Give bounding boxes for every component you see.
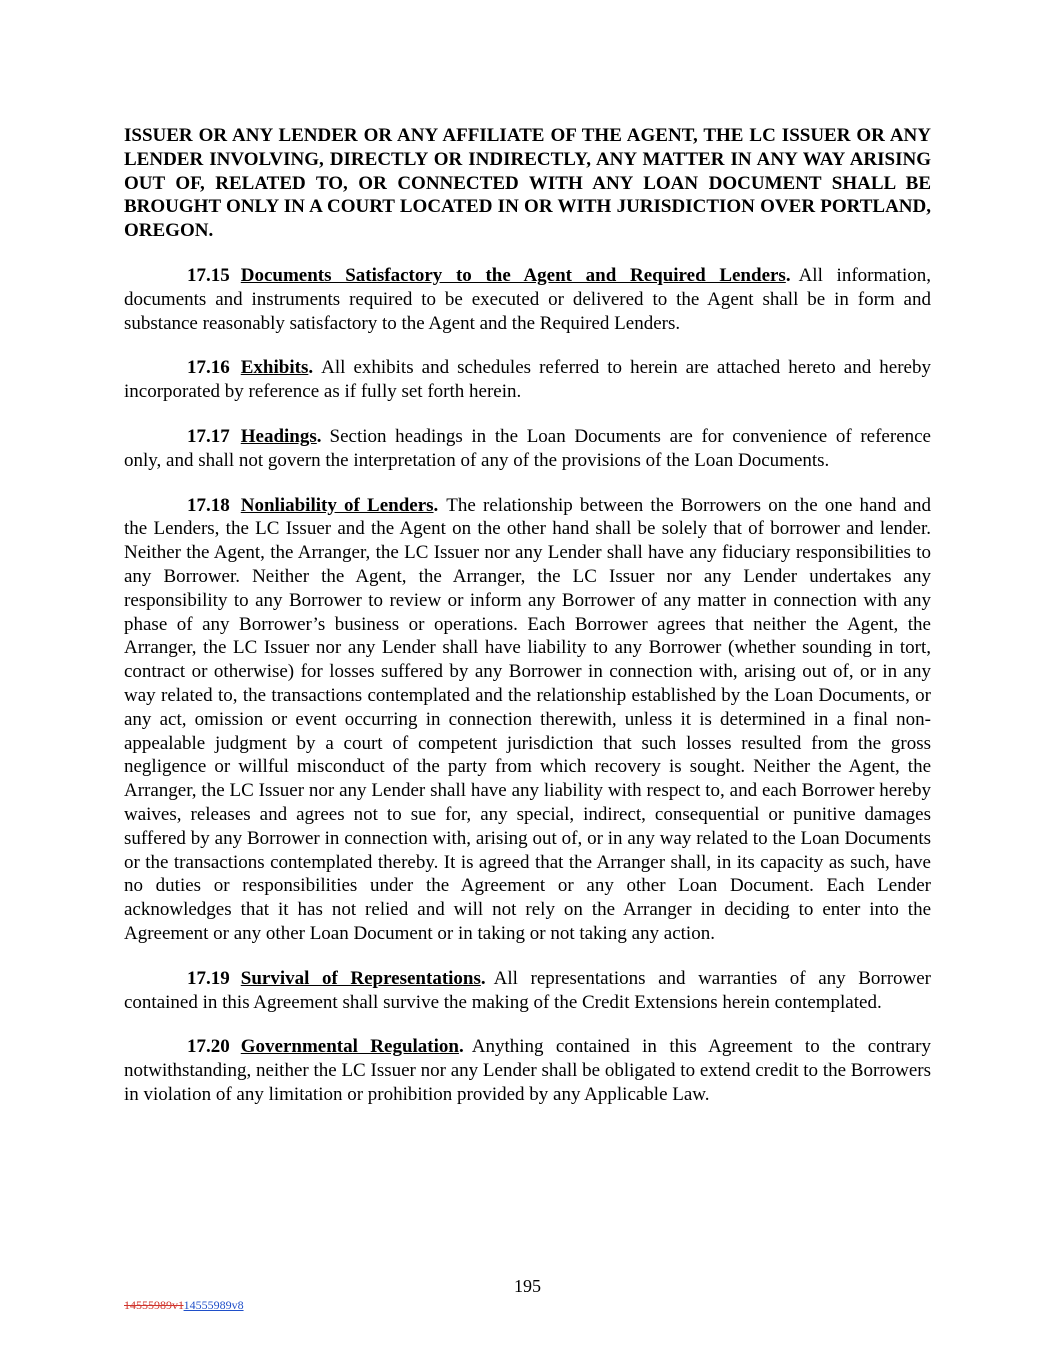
document-id: [124, 1298, 244, 1313]
section-heading: Survival of Representations: [240, 967, 481, 989]
page-number: 195: [514, 1276, 541, 1296]
section-body: All representations and warranties of any Borrower contained in this Agreement shall survive the making of the Credit Extensions herein contemplated.: [124, 967, 932, 1013]
document-page: [124, 124, 931, 1128]
section-heading: Exhibits: [240, 357, 309, 379]
section-body: Anything contained in this Agreement to the contrary notwithstanding, neither the LC Issuer nor any Lender shall be obligated to extend credit to the Borrowers in violation of any limitation or prohibition provided by any Applicable Law.: [124, 1036, 931, 1105]
section-heading: Documents Satisfactory to the Agent and Required Lenders: [240, 264, 786, 286]
section-heading: Nonliability of Lenders: [240, 494, 434, 516]
section-17-19: 17.19 Survival of Representations. All representations and warranties of any Borrower contained in this Agreement shall survive the making of the Credit Extensions herein contemplated.: [124, 967, 932, 1013]
section-number: 17.20: [187, 1036, 230, 1058]
section-body: All exhibits and schedules referred to herein are attached hereto and hereby incorporated by reference as if fully set forth herein.: [124, 357, 931, 403]
section-number: 17.18: [187, 494, 230, 516]
section-heading: Governmental Regulation: [240, 1036, 459, 1058]
section-number: 17.15: [187, 264, 230, 286]
section-number: 17.16: [187, 357, 230, 379]
section-17-16: 17.16 Exhibits. All exhibits and schedules referred to herein are attached hereto and hereby incorporated by reference as if fully set forth herein.: [124, 357, 931, 403]
section-body: The relationship between the Borrowers on the one hand and the Lenders, the LC Issuer and the Agent on the other hand shall be solely that of borrower and lender. Neither the Agent, the Arranger, the LC Issuer nor any Lender shall have any fiduciary responsibilities to any Borrower. Neither the Agent, the Arranger, the LC Issuer nor any Lender undertakes any responsibility to any Borrower to review or inform any Borrower of any matter in connection with any phase of any Borrower’s business or operations. Each Borrower agrees that neither the Agent, the Arranger, the LC Issuer nor any Lender shall have liability to any Borrower (whether sounding in tort, contract or otherwise) for losses suffered by any Borrower in connection with, arising out of, or in any way related to, the transactions contemplated and the relationship established by the Loan Documents, or any act, omission or event occurring in connection therewith, unless it is determined in a final non-appealable judgment by a court of competent jurisdiction that such losses resulted from the gross negligence or willful misconduct of the party from which recovery is sought. Neither the Agent, the Arranger, the LC Issuer nor any Lender shall have any liability with respect to, and each Borrower hereby waives, releases and agrees not to sue for, any special, indirect, consequential or punitive damages suffered by any Borrower in connection with, arising out of, or in any way related to the Loan Documents or the transactions contemplated thereby. It is agreed that the Arranger shall, in its capacity as such, have no duties or responsibilities under the Agreement or any other Loan Document. Each Lender acknowledges that it has not relied and will not rely on the Arranger in deciding to enter into the Agreement or any other Loan Document or in taking or not taking any action.: [124, 494, 932, 944]
section-body: All information, documents and instruments required to be executed or delivered to the Agent shall be in form and substance reasonably satisfactory to the Agent and the Required Lenders.: [124, 264, 931, 334]
section-body: Section headings in the Loan Documents are for convenience of reference only, and shall not govern the interpretation of any of the provisions of the Loan Documents.: [124, 425, 931, 471]
continuation-paragraph: ISSUER OR ANY LENDER OR ANY AFFILIATE OF THE AGENT, THE LC ISSUER OR ANY LENDER INVOLVING, DIRECTLY OR INDIRECTLY, ANY MATTER IN ANY WAY ARISING OUT OF, RELATED TO, OR CONNECTED WITH ANY LOAN DOCUMENT SHALL BE BROUGHT ONLY IN A COURT LOCATED IN OR WITH JURISDICTION OVER PORTLAND, OREGON.: [124, 125, 931, 242]
section-number: 17.19: [187, 967, 230, 989]
section-17-15: 17.15 Documents Satisfactory to the Agent and Required Lenders. All information, documents and instruments required to be executed or delivered to the Agent shall be in form and substance reasonably satisfactory to the Agent and the Required Lenders.: [124, 264, 931, 334]
doc-id-deleted: 14555989v1: [124, 1298, 184, 1312]
section-17-18: 17.18 Nonliability of Lenders. The relationship between the Borrowers on the one hand and the Lenders, the LC Issuer and the Agent on the other hand shall be solely that of borrower and lender. Neither the Agent, the Arranger, the LC Issuer nor any Lender shall have any fiduciary responsibilities to any Borrower. Neither the Agent, the Arranger, the LC Issuer nor any Lender undertakes any responsibility to any Borrower to review or inform any Borrower of any matter in connection with any phase of any Borrower’s business or operations. Each Borrower agrees that neither the Agent, the Arranger, the LC Issuer nor any Lender shall have liability to any Borrower (whether sounding in tort, contract or otherwise) for losses suffered by any Borrower in connection with, arising out of, or in any way related to, the transactions contemplated and the relationship established by the Loan Documents, or any act, omission or event occurring in connection therewith, unless it is determined in a final non-appealable judgment by a court of competent jurisdiction that such losses resulted from the gross negligence or willful misconduct of the party from which recovery is sought. Neither the Agent, the Arranger, the LC Issuer nor any Lender shall have any liability with respect to, and each Borrower hereby waives, releases and agrees not to sue for, any special, indirect, consequential or punitive damages suffered by any Borrower in connection with, arising out of, or in any way related to the Loan Documents or the transactions contemplated thereby. It is agreed that the Arranger shall, in its capacity as such, have no duties or responsibilities under the Agreement or any other Loan Document. Each Lender acknowledges that it has not relied and will not rely on the Arranger in deciding to enter into the Agreement or any other Loan Document or in taking or not taking any action.: [124, 494, 932, 944]
doc-id-inserted: 14555989v8: [183, 1298, 244, 1312]
section-17-17: 17.17 Headings. Section headings in the Loan Documents are for convenience of reference only, and shall not govern the interpretation of any of the provisions of the Loan Documents.: [124, 425, 931, 471]
section-17-20: 17.20 Governmental Regulation. Anything contained in this Agreement to the contrary notwithstanding, neither the LC Issuer nor any Lender shall be obligated to extend credit to the Borrowers in violation of any limitation or prohibition provided by any Applicable Law.: [124, 1036, 931, 1105]
section-number: 17.17: [187, 425, 230, 447]
section-heading: Headings: [240, 425, 317, 447]
